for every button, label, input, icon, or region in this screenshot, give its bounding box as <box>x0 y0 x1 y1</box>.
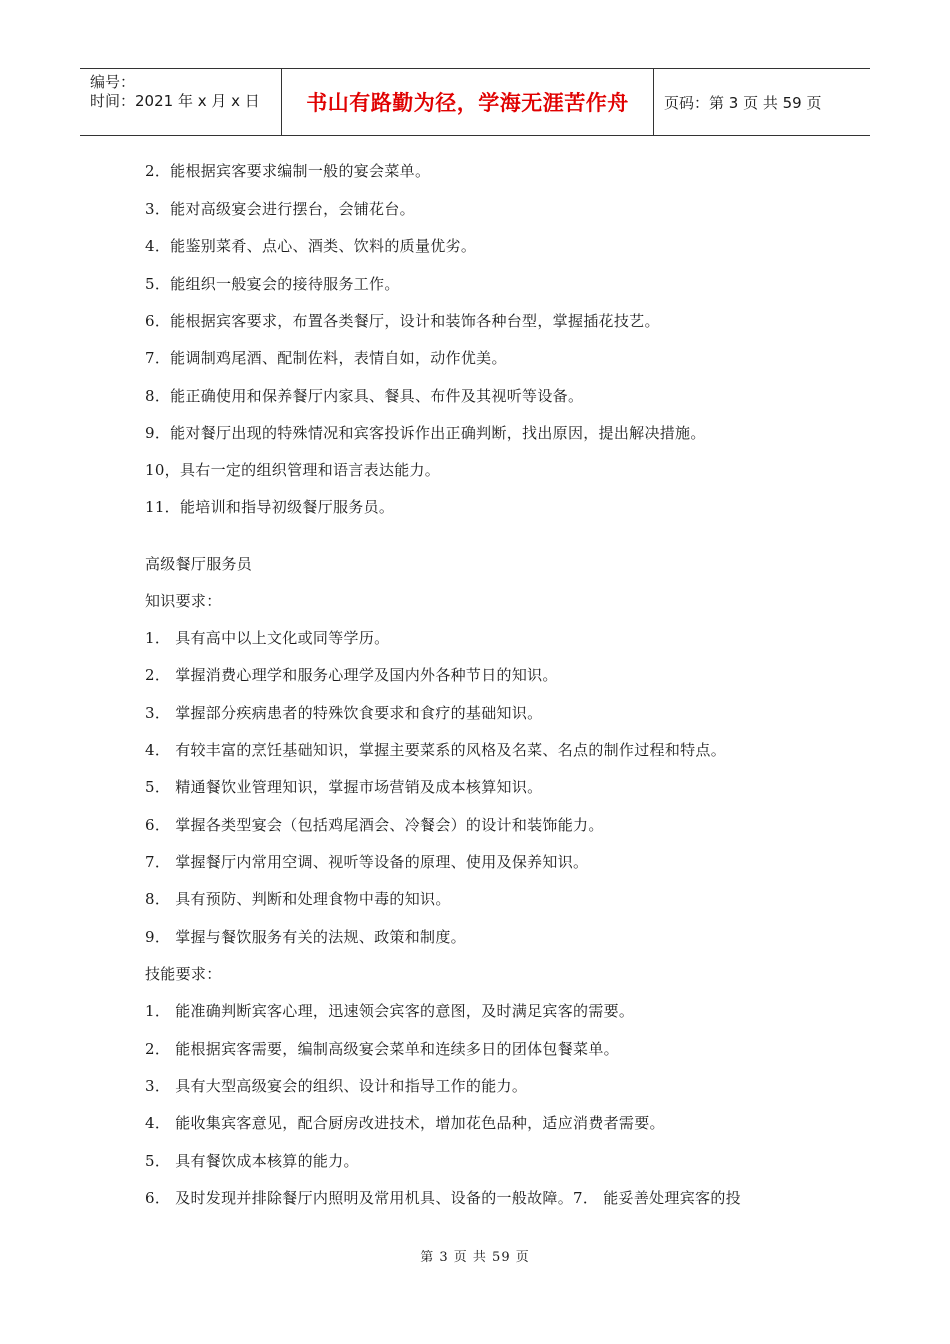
paragraph: 11．能培训和指导初级餐厅服务员。 <box>145 498 395 516</box>
paragraph: 10，具右一定的组织管理和语言表达能力。 <box>145 461 441 479</box>
paragraph: 2．能根据宾客要求编制一般的宴会菜单。 <box>145 162 431 180</box>
paragraph: 5． 精通餐饮业管理知识，掌握市场营销及成本核算知识。 <box>145 778 543 796</box>
paragraph: 7．能调制鸡尾酒、配制佐料，表情自如，动作优美。 <box>145 349 507 367</box>
paragraph: 9． 掌握与餐饮服务有关的法规、政策和制度。 <box>145 928 466 946</box>
paragraph: 6． 掌握各类型宴会（包括鸡尾酒会、冷餐会）的设计和装饰能力。 <box>145 816 604 834</box>
paragraph: 1． 具有高中以上文化或同等学历。 <box>145 629 390 647</box>
paragraph: 2． 能根据宾客需要，编制高级宴会菜单和连续多日的团体包餐菜单。 <box>145 1040 619 1058</box>
header-motto: 书山有路勤为径，学海无涯苦作舟 <box>306 91 629 115</box>
page-header <box>80 68 870 136</box>
header-motto-cell <box>282 69 654 135</box>
header-page-info: 页码：第 3 页 共 59 页 <box>664 93 822 112</box>
page-footer: 第 3 页 共 59 页 <box>420 1250 530 1265</box>
paragraph: 6． 及时发现并排除餐厅内照明及常用机具、设备的一般故障。7． 能妥善处理宾客的投 <box>145 1189 741 1207</box>
paragraph: 4． 能收集宾客意见，配合厨房改进技术，增加花色品种，适应消费者需要。 <box>145 1114 665 1132</box>
paragraph: 1． 能准确判断宾客心理，迅速领会宾客的意图，及时满足宾客的需要。 <box>145 1002 635 1020</box>
paragraph: 4．能鉴别菜肴、点心、酒类、饮料的质量优劣。 <box>145 237 477 255</box>
section-heading: 高级餐厅服务员 <box>145 555 253 573</box>
paragraph: 6．能根据宾客要求，布置各类餐厅，设计和装饰各种台型，掌握插花技艺。 <box>145 312 660 330</box>
paragraph: 2． 掌握消费心理学和服务心理学及国内外各种节日的知识。 <box>145 666 558 684</box>
subsection-heading: 知识要求： <box>145 592 222 610</box>
header-meta-cell <box>80 69 282 135</box>
document-date: 时间：2021 年 x 月 x 日 <box>90 92 260 110</box>
paragraph: 5．能组织一般宴会的接待服务工作。 <box>145 275 400 293</box>
paragraph: 5． 具有餐饮成本核算的能力。 <box>145 1152 359 1170</box>
document-number-label: 编号： <box>90 73 136 91</box>
paragraph: 3． 掌握部分疾病患者的特殊饮食要求和食疗的基础知识。 <box>145 704 543 722</box>
subsection-heading: 技能要求： <box>145 965 222 983</box>
paragraph: 3．能对高级宴会进行摆台，会铺花台。 <box>145 200 415 218</box>
paragraph: 3． 具有大型高级宴会的组织、设计和指导工作的能力。 <box>145 1077 528 1095</box>
paragraph: 4． 有较丰富的烹饪基础知识，掌握主要菜系的风格及名菜、名点的制作过程和特点。 <box>145 741 727 759</box>
paragraph: 8． 具有预防、判断和处理食物中毒的知识。 <box>145 890 451 908</box>
paragraph: 7． 掌握餐厅内常用空调、视听等设备的原理、使用及保养知识。 <box>145 853 589 871</box>
header-page-cell <box>654 69 870 135</box>
paragraph: 9．能对餐厅出现的特殊情况和宾客投诉作出正确判断，找出原因，提出解决措施。 <box>145 424 706 442</box>
paragraph: 8．能正确使用和保养餐厅内家具、餐具、布件及其视听等设备。 <box>145 387 584 405</box>
